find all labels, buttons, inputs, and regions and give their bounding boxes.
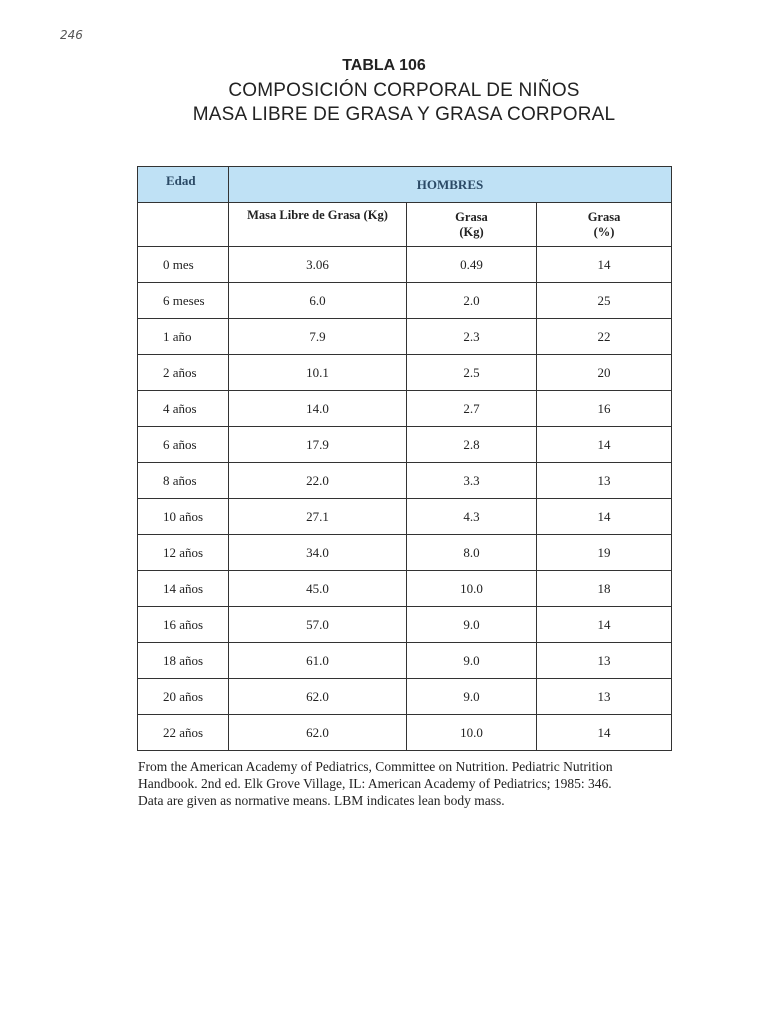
footnote-line-1: From the American Academy of Pediatrics, Committee on Nutrition. Pediatric Nutrition xyxy=(138,759,613,774)
cell-age: 16 años xyxy=(138,607,229,643)
header-hombres: HOMBRES xyxy=(229,167,672,203)
cell-masa-libre-de-grasa: 6.0 xyxy=(229,283,407,319)
cell-grasa-pct: 16 xyxy=(537,391,672,427)
body-composition-table xyxy=(137,166,672,751)
table-row xyxy=(138,283,672,319)
cell-masa-libre-de-grasa: 3.06 xyxy=(229,247,407,283)
header-grasa-pct xyxy=(537,203,672,247)
cell-grasa-kg: 2.5 xyxy=(407,355,537,391)
table-row xyxy=(138,535,672,571)
cell-grasa-pct: 22 xyxy=(537,319,672,355)
cell-grasa-kg: 0.49 xyxy=(407,247,537,283)
cell-masa-libre-de-grasa: 27.1 xyxy=(229,499,407,535)
header-edad: Edad xyxy=(138,167,229,203)
table-group-header-row xyxy=(138,167,672,203)
cell-grasa-pct: 18 xyxy=(537,571,672,607)
header-edad-empty xyxy=(138,203,229,247)
cell-grasa-pct: 14 xyxy=(537,499,672,535)
table-row xyxy=(138,247,672,283)
cell-age: 10 años xyxy=(138,499,229,535)
header-grasa-kg xyxy=(407,203,537,247)
cell-masa-libre-de-grasa: 34.0 xyxy=(229,535,407,571)
cell-grasa-pct: 13 xyxy=(537,643,672,679)
cell-grasa-pct: 14 xyxy=(537,607,672,643)
cell-age: 0 mes xyxy=(138,247,229,283)
cell-grasa-kg: 10.0 xyxy=(407,715,537,751)
cell-masa-libre-de-grasa: 14.0 xyxy=(229,391,407,427)
cell-grasa-pct: 19 xyxy=(537,535,672,571)
table-label: TABLA 106 xyxy=(342,57,426,74)
table-row xyxy=(138,499,672,535)
table-sub-header-row xyxy=(138,203,672,247)
cell-masa-libre-de-grasa: 45.0 xyxy=(229,571,407,607)
cell-grasa-pct: 13 xyxy=(537,463,672,499)
table-row xyxy=(138,715,672,751)
cell-grasa-kg: 2.7 xyxy=(407,391,537,427)
header-grasa-pct-line-2: (%) xyxy=(593,224,615,239)
cell-grasa-kg: 9.0 xyxy=(407,643,537,679)
cell-age: 18 años xyxy=(138,643,229,679)
table-row xyxy=(138,643,672,679)
page-number: 246 xyxy=(60,28,83,42)
cell-age: 22 años xyxy=(138,715,229,751)
cell-grasa-kg: 4.3 xyxy=(407,499,537,535)
cell-masa-libre-de-grasa: 22.0 xyxy=(229,463,407,499)
cell-grasa-kg: 10.0 xyxy=(407,571,537,607)
table-row xyxy=(138,355,672,391)
cell-grasa-kg: 2.8 xyxy=(407,427,537,463)
table-title-line-1: COMPOSICIÓN CORPORAL DE NIÑOS xyxy=(228,80,580,101)
table-row xyxy=(138,319,672,355)
table-row xyxy=(138,463,672,499)
cell-age: 2 años xyxy=(138,355,229,391)
cell-grasa-kg: 9.0 xyxy=(407,679,537,715)
cell-grasa-pct: 20 xyxy=(537,355,672,391)
footnote-line-2: Handbook. 2nd ed. Elk Grove Village, IL: American Academy of Pediatrics; 1985: 346. xyxy=(138,776,612,791)
cell-age: 4 años xyxy=(138,391,229,427)
cell-masa-libre-de-grasa: 62.0 xyxy=(229,715,407,751)
footnote-line-3: Data are given as normative means. LBM indicates lean body mass. xyxy=(138,793,505,808)
cell-masa-libre-de-grasa: 62.0 xyxy=(229,679,407,715)
cell-masa-libre-de-grasa: 10.1 xyxy=(229,355,407,391)
cell-age: 12 años xyxy=(138,535,229,571)
header-masa-libre-de-grasa: Masa Libre de Grasa (Kg) xyxy=(229,203,407,247)
table-footnote xyxy=(138,758,683,809)
table-row xyxy=(138,427,672,463)
cell-age: 6 años xyxy=(138,427,229,463)
cell-grasa-pct: 14 xyxy=(537,715,672,751)
table-row xyxy=(138,607,672,643)
cell-grasa-pct: 14 xyxy=(537,247,672,283)
table-row xyxy=(138,679,672,715)
cell-masa-libre-de-grasa: 7.9 xyxy=(229,319,407,355)
table-title-line-2: MASA LIBRE DE GRASA Y GRASA CORPORAL xyxy=(192,104,616,125)
header-grasa-kg-line-2: (Kg) xyxy=(459,224,484,239)
cell-grasa-pct: 25 xyxy=(537,283,672,319)
cell-masa-libre-de-grasa: 17.9 xyxy=(229,427,407,463)
cell-grasa-pct: 14 xyxy=(537,427,672,463)
cell-grasa-kg: 2.3 xyxy=(407,319,537,355)
cell-grasa-kg: 2.0 xyxy=(407,283,537,319)
cell-age: 8 años xyxy=(138,463,229,499)
header-grasa-kg-line-1: Grasa xyxy=(455,209,488,224)
cell-age: 6 meses xyxy=(138,283,229,319)
cell-masa-libre-de-grasa: 57.0 xyxy=(229,607,407,643)
table-row xyxy=(138,391,672,427)
cell-age: 20 años xyxy=(138,679,229,715)
cell-grasa-kg: 8.0 xyxy=(407,535,537,571)
cell-grasa-kg: 3.3 xyxy=(407,463,537,499)
cell-grasa-pct: 13 xyxy=(537,679,672,715)
header-grasa-pct-line-1: Grasa xyxy=(587,209,621,224)
cell-age: 1 año xyxy=(138,319,229,355)
cell-age: 14 años xyxy=(138,571,229,607)
cell-masa-libre-de-grasa: 61.0 xyxy=(229,643,407,679)
cell-grasa-kg: 9.0 xyxy=(407,607,537,643)
table-row xyxy=(138,571,672,607)
